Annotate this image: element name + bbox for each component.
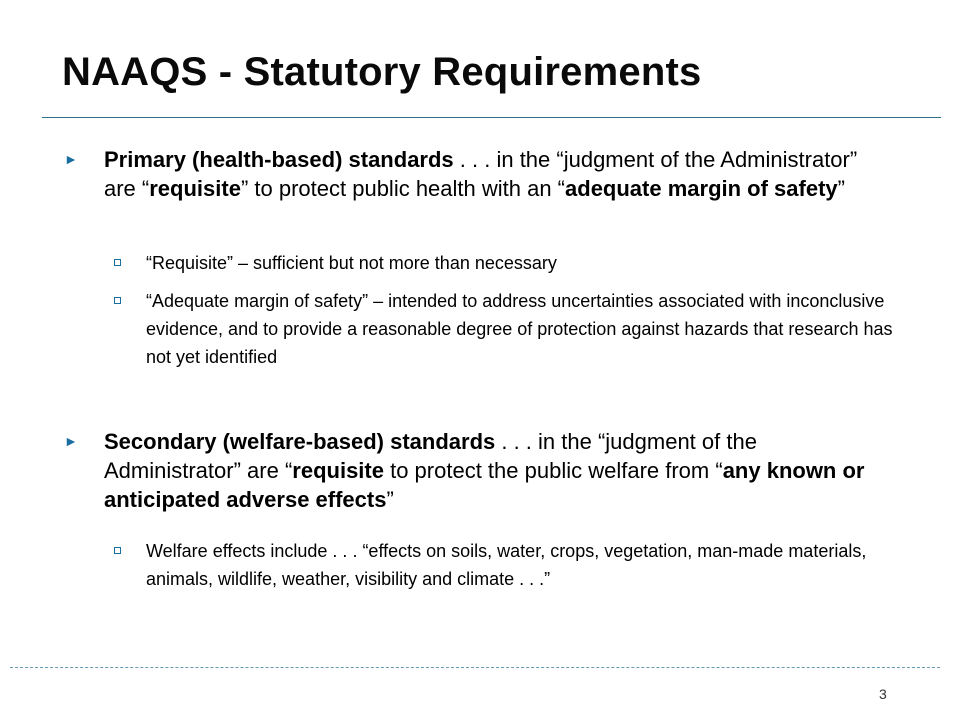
- bullet-text-bold: Secondary (welfare-based) standards: [104, 429, 496, 454]
- square-bullet-icon: [114, 547, 121, 554]
- bullet-text-normal: ” to protect public health with an “: [240, 176, 566, 201]
- bullet-text-normal: . . . in the “judgment of the Administrator” are “: [104, 429, 757, 483]
- bullet-text-bold: requisite: [292, 458, 384, 483]
- bullet-text-normal: to protect the public welfare from “: [383, 458, 723, 483]
- footer-divider: [10, 667, 940, 668]
- sub-bullet-margin-of-safety: [114, 287, 894, 371]
- square-bullet-icon: [114, 297, 121, 304]
- sub-bullet-text: “Adequate margin of safety” – intended to address uncertainties associated with inconclusive evidence, and to provide a reasonable degree of protection against hazards that research has not yet identified: [146, 291, 893, 367]
- sub-bullet-text: Welfare effects include . . . “effects on soils, water, crops, vegetation, man-made materials, animals, wildlife, weather, visibility and climate . . .”: [146, 541, 867, 589]
- square-bullet-icon: [114, 259, 121, 266]
- page-number: 3: [879, 686, 887, 702]
- bullet-primary-standards: [64, 145, 894, 203]
- sub-bullet-requisite: [114, 249, 894, 277]
- bullet-text-normal: ”: [837, 176, 845, 201]
- bullet-text-bold: Primary (health-based) standards: [104, 147, 454, 172]
- bullet-secondary-standards: [64, 427, 894, 514]
- bullet-text-bold: adequate margin of safety: [565, 176, 838, 201]
- sub-bullet-text: “Requisite” – sufficient but not more than necessary: [146, 253, 557, 273]
- sub-bullet-welfare-effects: [114, 537, 894, 593]
- bullet-text-bold: requisite: [149, 176, 241, 201]
- slide-title: NAAQS - Statutory Requirements: [62, 50, 702, 94]
- triangle-right-icon: ►: [64, 433, 78, 449]
- bullet-text-normal: . . . in the “judgment of the Administrator” are “: [104, 147, 858, 201]
- bullet-text: [104, 145, 894, 203]
- triangle-right-icon: ►: [64, 151, 78, 167]
- bullet-text-bold: any known or anticipated adverse effects: [104, 458, 865, 512]
- bullet-text: [104, 427, 894, 514]
- bullet-text-normal: ”: [386, 487, 394, 512]
- title-divider: [42, 117, 941, 118]
